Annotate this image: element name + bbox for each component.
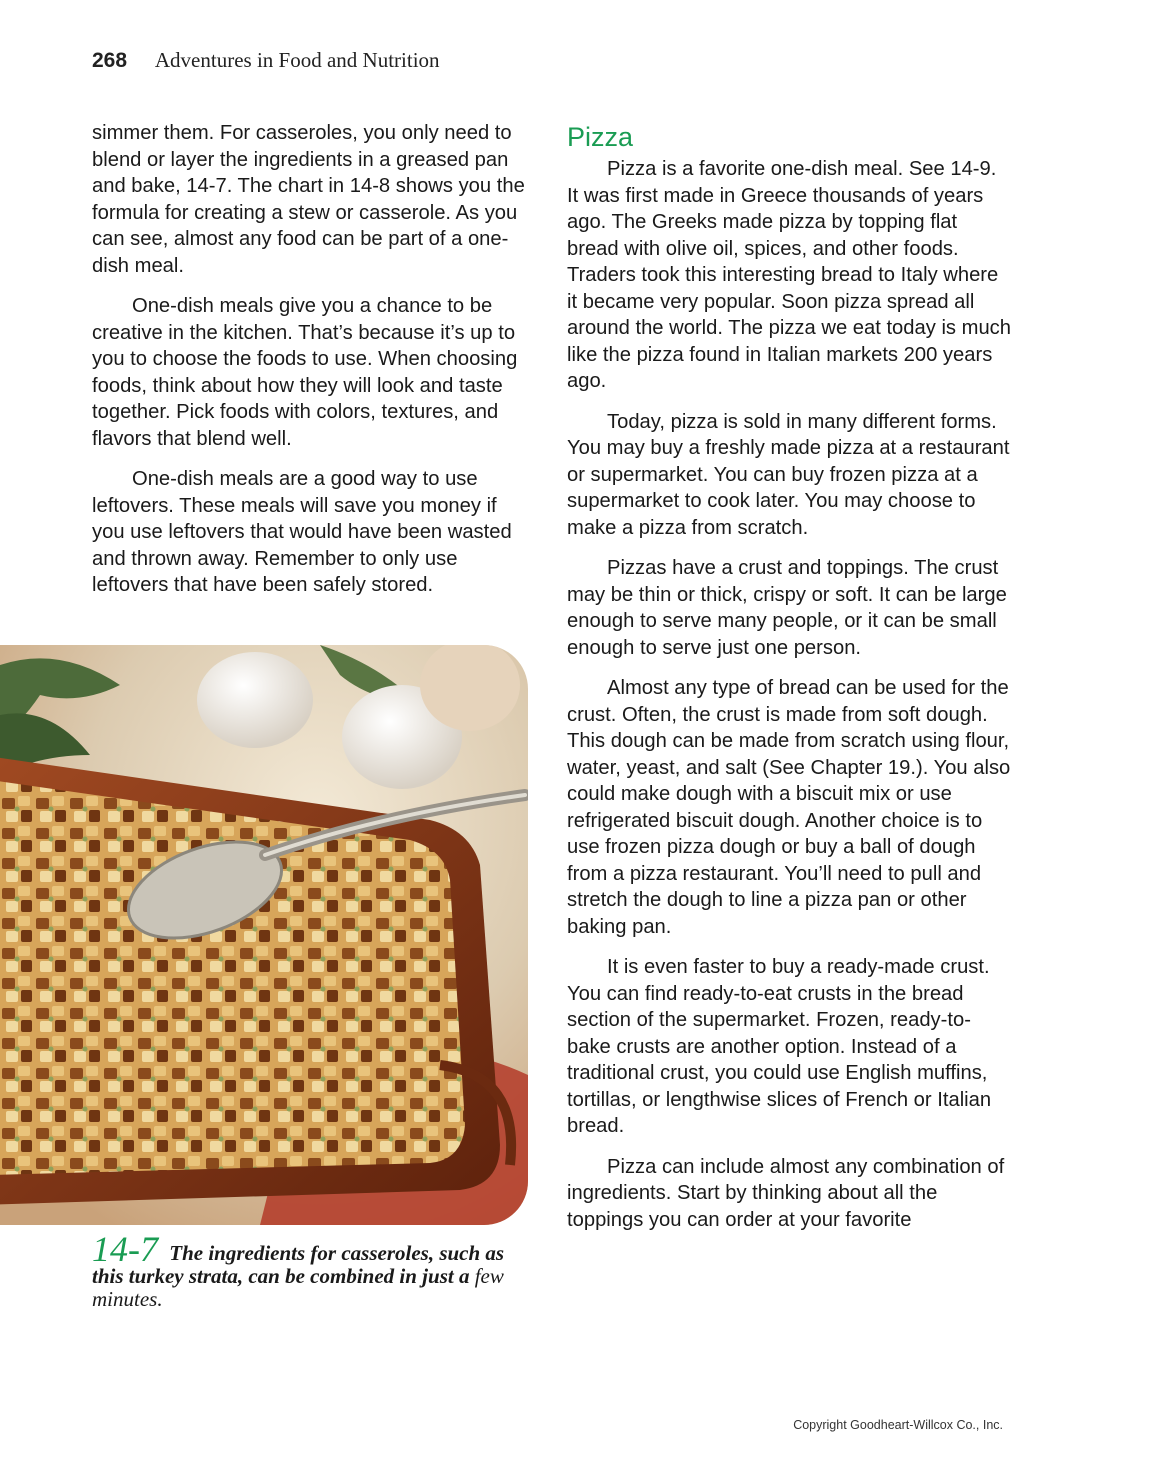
figure-number: 14-7 [92,1229,158,1269]
paragraph: One-dish meals give you a chance to be creative in the kitchen. That’s because it’s up to you to choose the foods to use. When choosing foods, think about how they will look and taste together. Pick foods with colors, textures, and flavors that blend well. [92,295,518,450]
paragraph: It is even faster to buy a ready-made crust. You can find ready-to-eat crusts in the bread section of the supermarket. Frozen, ready-to-bake crusts are another option. Instead of a traditional crust, you could use English muffins, tortillas, or lengthwise slices of French or Italian bread. [567,956,992,1137]
caption-regular-text: few minutes. [92,1264,504,1311]
figure-caption [92,1229,532,1311]
paragraph: Today, pizza is sold in many different forms. You may buy a freshly made pizza at a restaurant or supermarket. You can buy frozen pizza at a supermarket to cook later. You may choose to make a pizza from scratch. [567,410,1010,539]
paragraph: One-dish meals are a good way to use leftovers. These meals will save you money if you use leftovers that would have been wasted and thrown away. Remember to only use leftovers that have been safely stored. [92,468,512,596]
page-number: 268 [92,49,128,72]
book-title: Adventures in Food and Nutrition [154,48,440,72]
running-header [92,46,440,75]
copyright-notice: Copyright Goodheart-Willcox Co., Inc. [793,1418,1003,1432]
paragraph: Almost any type of bread can be used for the crust. Often, the crust is made from soft dough. This dough can be made from scratch using flour, water, yeast, and salt (See Chapter 19.). You also could make dough with a biscuit mix or use refrigerated biscuit dough. Another choice is to use frozen pizza dough or buy a ball of dough from a pizza restaurant. You’ll need to pull and stretch the dough to line a pizza pan or other baking pan. [567,677,1011,938]
paragraph: simmer them. For casseroles, you only need to blend or layer the ingredients in a greased pan and bake, 14-7. The chart in 14-8 shows you the formula for creating a stew or casserole. As you can see, almost any food can be part of a one-dish meal. [92,122,525,277]
caption-bold-text: The ingredients for casseroles, such as this turkey strata, can be combined in just a [92,1241,505,1288]
left-column [92,120,532,613]
paragraph: Pizza is a favorite one-dish meal. See 14-9. It was first made in Greece thousands of years ago. The Greeks made pizza by topping flat bread with olive oil, spices, and other foods. Traders took this interesting bread to Italy where it became very popular. Soon pizza spread all around the world. The pizza we eat today is much like the pizza found in Italian markets 200 years ago. [567,158,1011,392]
right-column [567,120,1012,1247]
paragraph: Pizzas have a crust and toppings. The crust may be thin or thick, crispy or soft. It can be large enough to serve many people, or it can be small enough to serve just one person. [567,557,1007,659]
casserole-photo [0,645,528,1225]
paragraph: Pizza can include almost any combination of ingredients. Start by thinking about all the toppings you can order at your favorite [567,1155,1005,1231]
section-heading: Pizza [567,122,634,152]
